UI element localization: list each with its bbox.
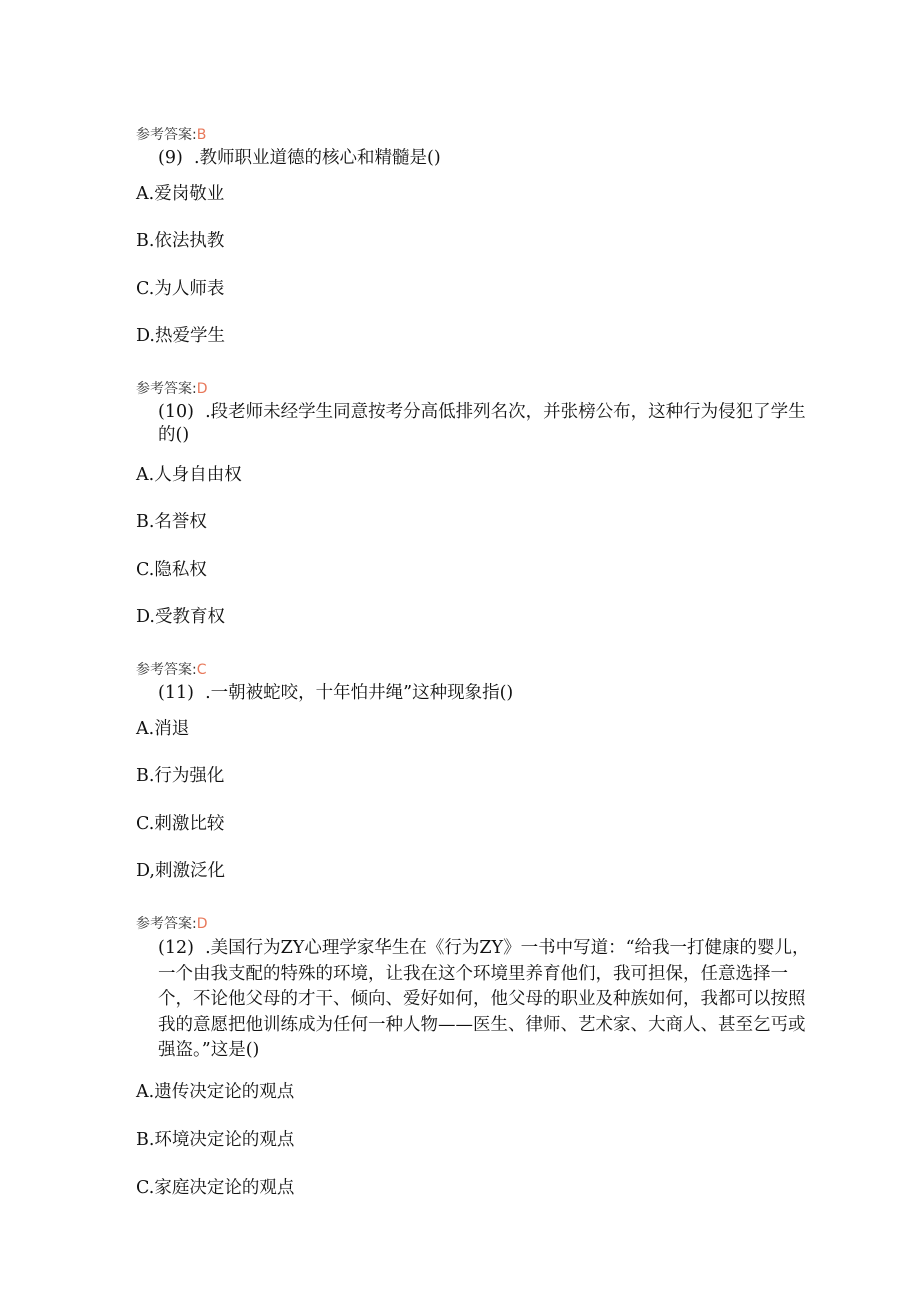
question-number: (10) [158,402,194,422]
answer-value: D [196,381,208,397]
question-11 [136,682,818,705]
option-a: A.爱岗敬业 [136,184,225,204]
option-c: C.刺激比较 [136,814,225,834]
question-text: .美国行为ZY心理学家华生在《行为ZY》一书中写道：“给我一打健康的婴儿，一个由我支配的特殊的环境，让我在这个环境里养育他们，我可担保，任意选择一个，不论他父母的才干、倾向、爱好如何，他父母的职业及种族如何，我都可以按照我的意愿把他训练成为任何一种人物——医生、律师、艺术家、大商人、甚至乞丐或强盗。”这是() [158,938,810,1060]
question-9 [136,147,818,170]
option-a: A.人身自由权 [136,465,242,485]
answer-label: 参考答案: [136,662,197,678]
answer-label: 参考答案: [136,916,197,932]
question-text: .段老师未经学生同意按考分高低排列名次，并张榜公布，这种行为侵犯了学生的() [158,402,806,445]
option-d: D,刺激泛化 [136,861,225,881]
option-c: C.为人师表 [136,279,225,299]
answer-line-11 [136,915,796,933]
option-d: D.热爱学生 [136,326,225,346]
answer-line-9 [136,380,796,398]
question-12 [136,936,810,1064]
option-b: B.环境决定论的观点 [136,1130,295,1150]
option-d: D.受教育权 [136,607,225,627]
option-a: A.消退 [136,719,190,739]
option-c: C.家庭决定论的观点 [136,1178,295,1198]
answer-label: 参考答案: [136,127,197,143]
option-b: B.依法执教 [136,231,225,251]
option-a: A.遗传决定论的观点 [136,1082,295,1102]
question-text: .教师职业道德的核心和精髓是() [193,148,441,168]
question-number: (11) [158,683,194,703]
option-b: B.名誉权 [136,512,207,532]
answer-line-10 [136,661,796,679]
question-number: (12) [158,938,194,958]
answer-value: D [196,916,208,932]
answer-line-8 [136,126,796,144]
question-number: (9) [158,148,183,168]
answer-value: B [196,127,207,143]
question-10 [136,401,808,447]
answer-label: 参考答案: [136,381,197,397]
option-c: C.隐私权 [136,560,207,580]
answer-value: C [196,662,207,678]
option-b: B.行为强化 [136,766,225,786]
question-text: .一朝被蛇咬，十年怕井绳”这种现象指() [205,683,514,703]
